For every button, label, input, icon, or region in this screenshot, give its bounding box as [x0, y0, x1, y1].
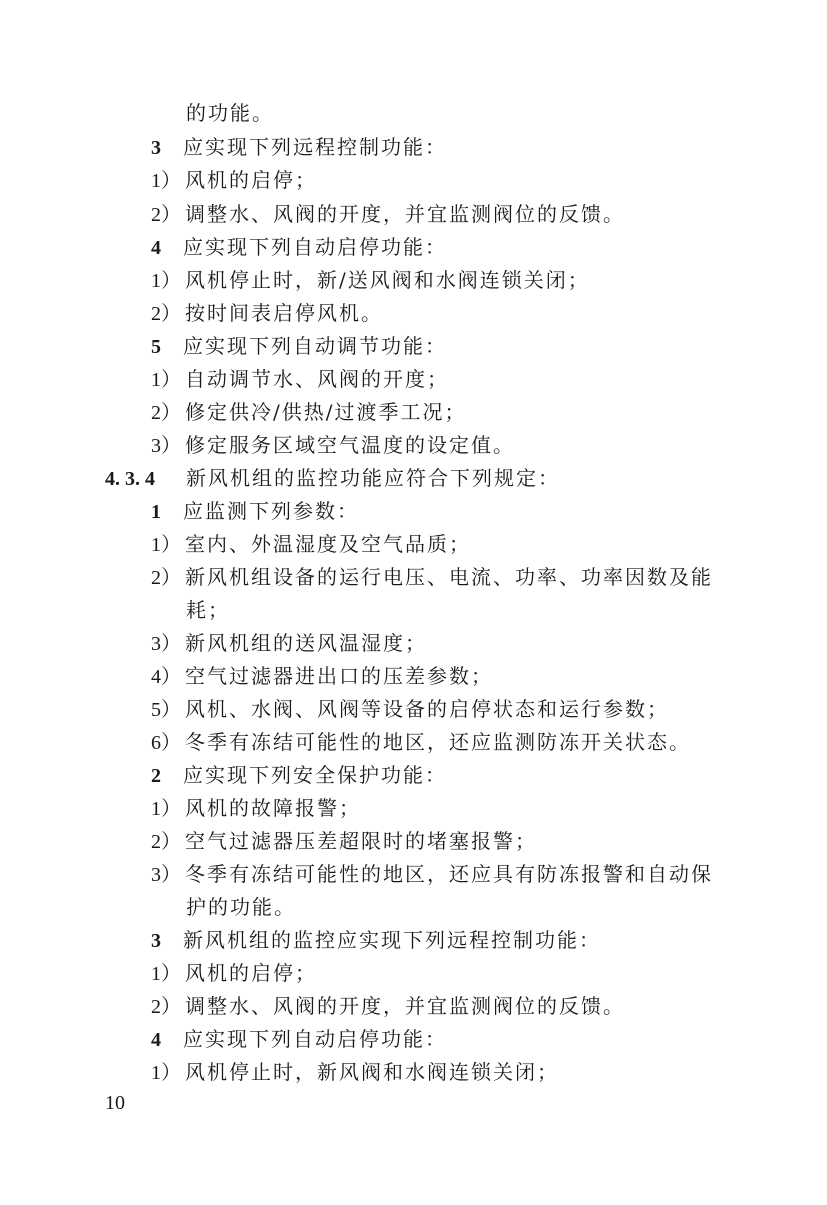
- line-text: 耗；: [186, 598, 230, 622]
- line-text: 室内、外温湿度及空气品质；: [185, 532, 471, 556]
- sub-item-number: 3）: [151, 435, 181, 457]
- page-number: 10: [105, 1092, 125, 1114]
- item-number: 4: [151, 237, 161, 259]
- sub-item-number: 4）: [151, 666, 181, 688]
- sub-item-line: [151, 164, 317, 196]
- item-number: 3: [151, 137, 161, 159]
- line-text: 应实现下列远程控制功能：: [183, 135, 447, 159]
- line-text: 风机停止时，新/送风阀和水阀连锁关闭；: [185, 268, 590, 292]
- line-text: 风机、水阀、风阀等设备的启停状态和运行参数；: [185, 697, 669, 721]
- line-text: 按时间表启停风机。: [185, 301, 383, 325]
- line-text: 应实现下列自动调节功能：: [183, 334, 447, 358]
- sub-item-line: [151, 561, 713, 593]
- sub-item-number: 1）: [151, 170, 181, 192]
- sub-item-line: [151, 1056, 559, 1088]
- line-text: 修定服务区域空气温度的设定值。: [185, 433, 515, 457]
- line-text: 冬季有冻结可能性的地区，还应监测防冻开关状态。: [185, 730, 691, 754]
- sub-item-line: [151, 726, 691, 758]
- line-text: 风机的启停；: [185, 961, 317, 985]
- sub-item-number: 5）: [151, 699, 181, 721]
- sub-item-line: [151, 957, 317, 989]
- item-number: 3: [151, 930, 161, 952]
- sub-item-number: 1）: [151, 963, 181, 985]
- item-line: [151, 231, 447, 263]
- sub-item-line: [151, 528, 471, 560]
- line-text: 风机的启停；: [185, 168, 317, 192]
- item-line: [151, 1023, 447, 1055]
- line-text: 护的功能。: [186, 895, 296, 919]
- sub-item-number: 2）: [151, 303, 181, 325]
- sub-item-number: 3）: [151, 864, 181, 886]
- sub-item-line: [151, 396, 466, 428]
- item-line: [151, 131, 447, 163]
- sub-item-number: 1）: [151, 534, 181, 556]
- sub-item-number: 2）: [151, 831, 181, 853]
- line-text: 应实现下列自动启停功能：: [183, 235, 447, 259]
- sub-item-number: 2）: [151, 567, 181, 589]
- sub-item-line: [151, 297, 383, 329]
- line-text: 冬季有冻结可能性的地区，还应具有防冻报警和自动保: [185, 862, 713, 886]
- sub-item-line: [151, 264, 590, 296]
- item-line: [151, 495, 359, 527]
- line-text: 新风机组的监控功能应符合下列规定：: [186, 466, 560, 490]
- sub-item-number: 2）: [151, 402, 181, 424]
- line-text: 空气过滤器压差超限时的堵塞报警；: [185, 829, 537, 853]
- sub-item-line: [151, 429, 515, 461]
- sub-item-line: [151, 825, 537, 857]
- sub-item-line: [151, 627, 427, 659]
- sub-item-number: 2）: [151, 996, 181, 1018]
- item-number: 5: [151, 336, 161, 358]
- sub-item-number: 1）: [151, 798, 181, 820]
- line-text: 风机停止时，新风阀和水阀连锁关闭；: [185, 1060, 559, 1084]
- item-line: [151, 330, 447, 362]
- line-text: 风机的故障报警；: [185, 796, 361, 820]
- item-line: [151, 759, 447, 791]
- sub-item-line: [151, 792, 361, 824]
- sub-item-number: 3）: [151, 633, 181, 655]
- line-text: 应实现下列自动启停功能：: [183, 1027, 447, 1051]
- line-text: 调整水、风阀的开度，并宜监测阀位的反馈。: [185, 202, 625, 226]
- sub-item-line: [151, 990, 625, 1022]
- line-text: 应实现下列安全保护功能：: [183, 763, 447, 787]
- line-text: 调整水、风阀的开度，并宜监测阀位的反馈。: [185, 994, 625, 1018]
- sub-item-number: 6）: [151, 732, 181, 754]
- clause-number: 4. 3. 4: [105, 468, 155, 490]
- sub-item-line: [151, 693, 669, 725]
- sub-item-line: [151, 858, 713, 890]
- sub-item-number: 1）: [151, 369, 181, 391]
- line-text: 新风机组的监控应实现下列远程控制功能：: [183, 928, 601, 952]
- item-number: 1: [151, 501, 161, 523]
- line-text: 修定供冷/供热/过渡季工况；: [185, 400, 467, 424]
- line-text: 的功能。: [186, 101, 274, 125]
- line-text: 新风机组的送风温湿度；: [185, 631, 427, 655]
- item-line: [151, 924, 601, 956]
- line-text: 应监测下列参数：: [183, 499, 359, 523]
- sub-item-number: 1）: [151, 1062, 181, 1084]
- text-line: [186, 97, 274, 129]
- sub-item-number: 2）: [151, 204, 181, 226]
- sub-item-line: [151, 198, 625, 230]
- line-text: 空气过滤器进出口的压差参数；: [185, 664, 493, 688]
- line-text: 新风机组设备的运行电压、电流、功率、功率因数及能: [185, 565, 713, 589]
- sub-item-line: [151, 363, 449, 395]
- clause-line: [105, 462, 560, 494]
- sub-item-number: 1）: [151, 270, 181, 292]
- text-line: [186, 891, 296, 923]
- sub-item-line: [151, 660, 493, 692]
- line-text: 自动调节水、风阀的开度；: [185, 367, 449, 391]
- item-number: 2: [151, 765, 161, 787]
- item-number: 4: [151, 1029, 161, 1051]
- text-line: [186, 594, 230, 626]
